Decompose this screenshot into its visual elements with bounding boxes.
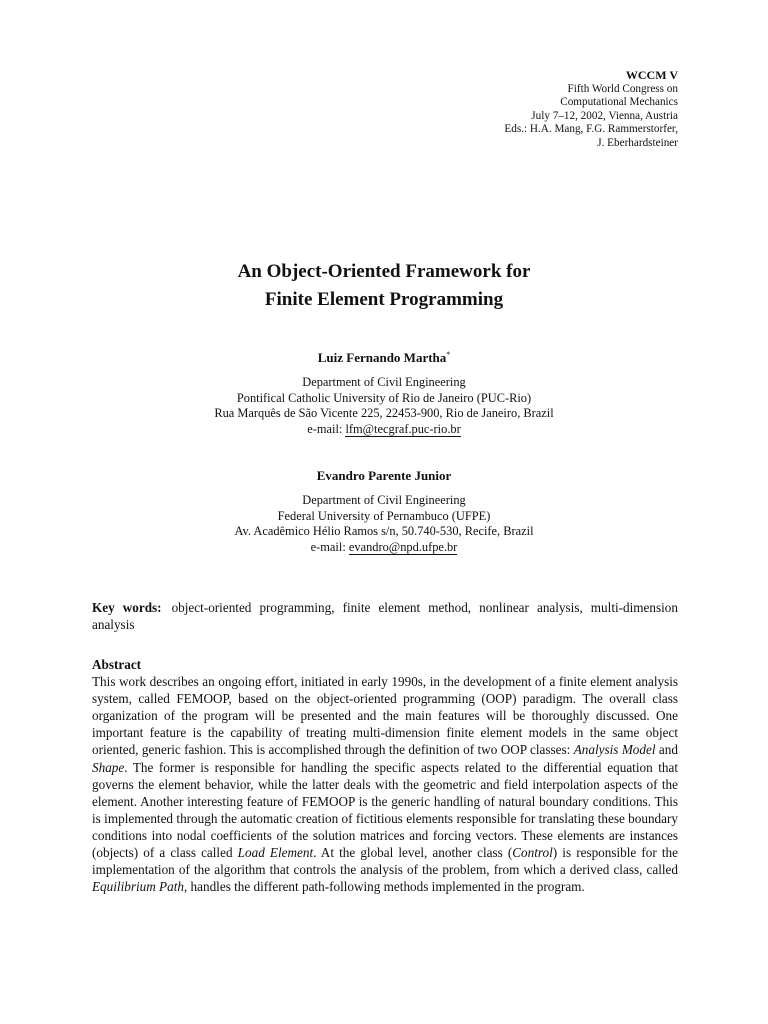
abstract-term: Shape — [92, 759, 125, 775]
conference-line: J. Eberhardsteiner — [597, 136, 678, 149]
keywords-section — [92, 599, 678, 633]
email-label: e-mail: — [310, 539, 349, 554]
abstract-text: ) is responsible for the implementation of the algorithm that controls the analysis of the problem, from which a derived class, called — [92, 845, 678, 878]
abstract-text: , handles the different path-following methods implemented in the program. — [183, 879, 585, 895]
author-institution: Pontifical Catholic University of Rio de Janeiro (PUC-Rio) — [236, 390, 532, 405]
email-label: e-mail: — [307, 421, 346, 436]
author-email-link[interactable]: evandro@npd.ufpe.br — [348, 539, 458, 554]
keywords-text: object-oriented programming, finite element method, nonlinear analysis, multi-dimension analysis — [92, 600, 678, 632]
author-address: Av. Acadêmico Hélio Ramos s/n, 50.740-530, Recife, Brazil — [234, 524, 534, 539]
author-block-2 — [0, 468, 768, 555]
paper-title — [0, 258, 768, 314]
abstract-text: and — [655, 742, 678, 758]
author-name — [0, 468, 768, 483]
keywords-label: Key words: — [92, 600, 162, 615]
abstract-term: Load Element — [237, 845, 314, 861]
author-name-text: Evandro Parente Junior — [316, 468, 452, 483]
abstract-heading: Abstract — [92, 657, 142, 672]
conference-title: WCCM V — [625, 68, 678, 82]
abstract-section — [92, 656, 678, 895]
conference-header — [358, 69, 678, 151]
abstract-term: Equilibrium Path — [92, 879, 184, 895]
author-name — [0, 347, 768, 365]
author-institution: Federal University of Pernambuco (UFPE) — [277, 508, 491, 523]
paper-title-line1: An Object-Oriented Framework for — [237, 261, 531, 282]
abstract-text: This work describes an ongoing effort, initiated in early 1990s, in the development of a finite element analysis system, called FEMOOP, based on the object-oriented programming (OOP) paradigm. The overall class organization of the program will be presented and the main features will be thoroughly discussed. One important feature is the capability of treating multi-dimension finite element models in the same object oriented, generic fashion. This is accomplished through the definition of two OOP classes: — [92, 674, 678, 758]
paper-title-line2: Finite Element Programming — [264, 289, 504, 310]
conference-line: Eds.: H.A. Mang, F.G. Rammerstorfer, — [504, 123, 678, 136]
author-address: Rua Marquês de São Vicente 225, 22453-900, Rio de Janeiro, Brazil — [214, 406, 554, 421]
abstract-term: Analysis Model — [573, 742, 656, 758]
author-email-line — [0, 422, 768, 437]
abstract-body — [92, 673, 678, 895]
author-email-line — [0, 540, 768, 555]
author-block-1 — [0, 347, 768, 437]
conference-line: Fifth World Congress on — [567, 82, 678, 95]
conference-line: July 7–12, 2002, Vienna, Austria — [531, 109, 678, 122]
author-footnote-marker: * — [446, 350, 451, 359]
abstract-text: . At the global level, another class ( — [313, 845, 513, 861]
author-name-text: Luiz Fernando Martha — [317, 350, 447, 365]
author-department: Department of Civil Engineering — [302, 493, 466, 508]
abstract-text: . The former is responsible for handling the specific aspects related to the differential equation that governs the element behavior, while the latter deals with the geometric and field interpolation aspects of the element. Another interesting feature of FEMOOP is the generic handling of natural boundary conditions. This is implemented through the automatic creation of fictitious elements responsible for translating these boundary conditions into nodal coefficients of the solution matrices and forcing vectors. These elements are instances (objects) of a class called — [92, 759, 678, 861]
abstract-term: Control — [512, 845, 553, 861]
author-department: Department of Civil Engineering — [302, 375, 466, 390]
author-email-link[interactable]: lfm@tecgraf.puc-rio.br — [345, 421, 461, 436]
conference-line: Computational Mechanics — [560, 96, 678, 109]
